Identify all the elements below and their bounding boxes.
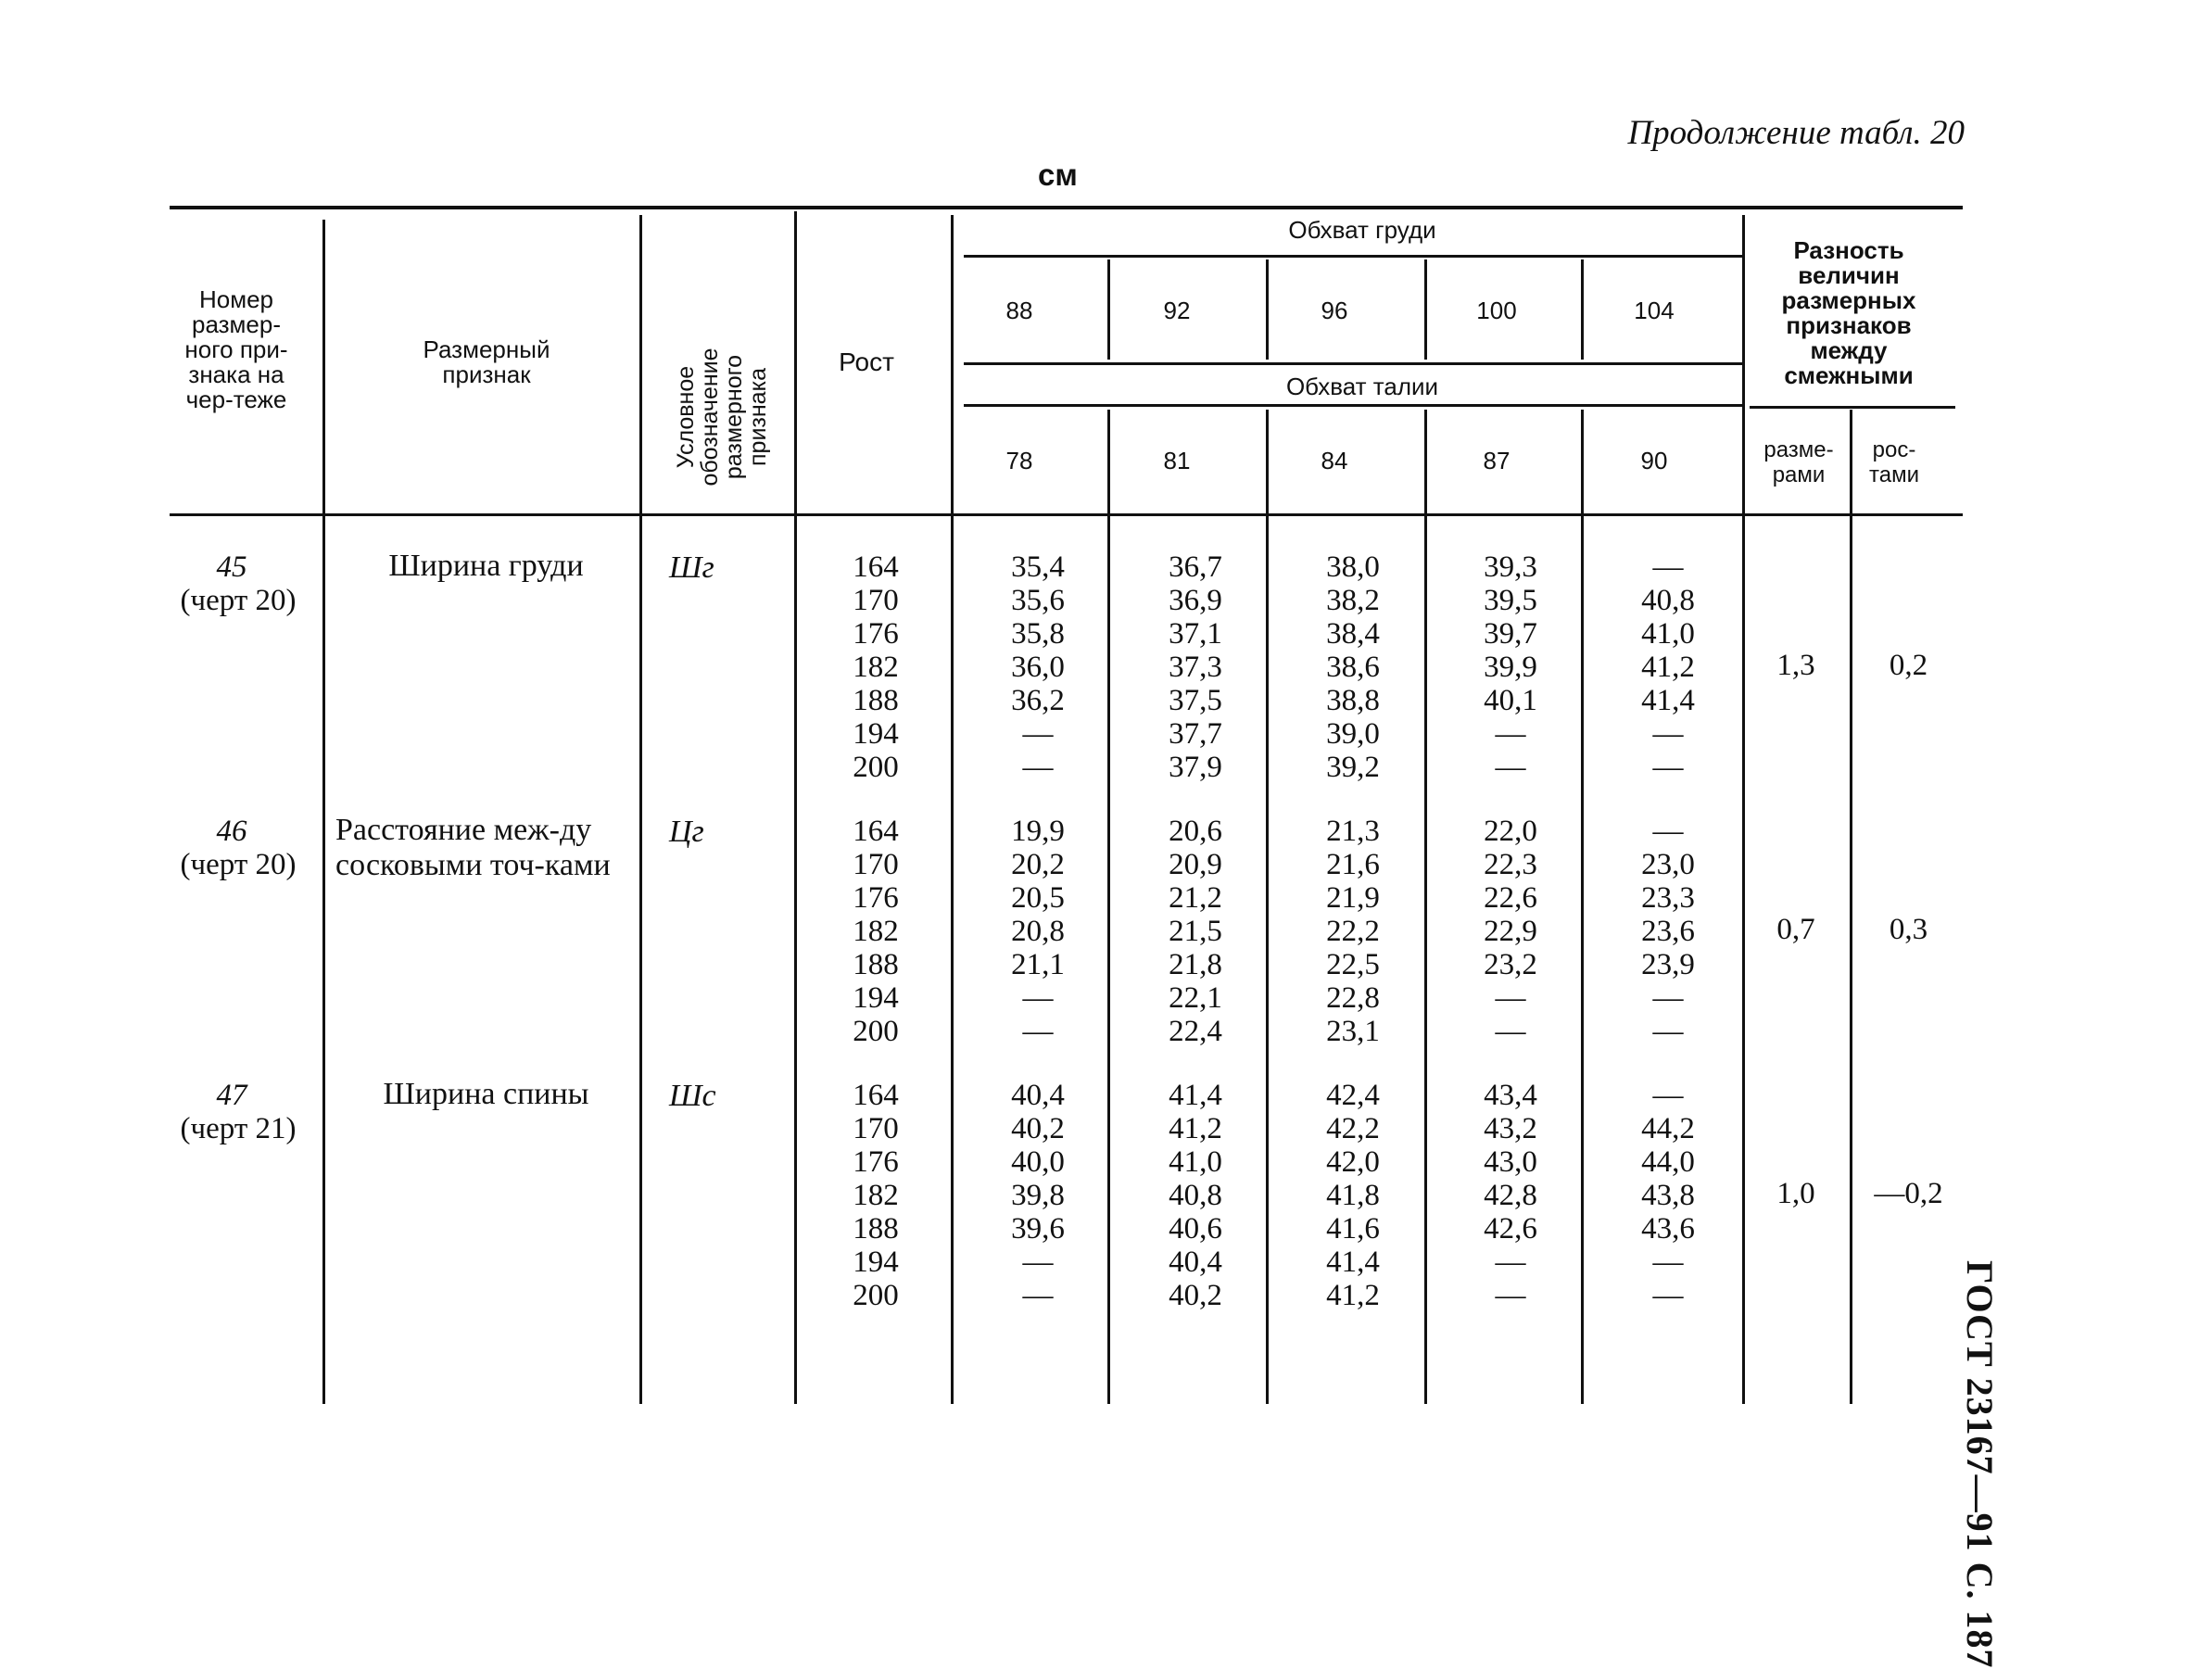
table-cell: 35,4: [1011, 550, 1065, 584]
height-value: 194: [853, 1245, 899, 1279]
height-value: 164: [853, 815, 899, 848]
table-cell: 37,1: [1169, 617, 1222, 651]
table-cell: —: [1652, 550, 1684, 584]
table-cell: 39,8: [1011, 1179, 1065, 1212]
header-attribute: Размерный признак: [423, 335, 550, 388]
table-cell: —: [1495, 1245, 1526, 1279]
table-cell: 41,2: [1326, 1279, 1380, 1312]
height-value: 200: [853, 751, 899, 784]
table-cell: 37,3: [1169, 651, 1222, 684]
table-cell: 43,2: [1484, 1112, 1537, 1145]
header-difference: Разность величин размерных признаков между смежными: [1781, 236, 1916, 389]
row-number: 47: [216, 1079, 247, 1112]
col-rule: [1581, 259, 1584, 360]
waist-84: 84: [1321, 447, 1348, 474]
row-attribute-name: Ширина груди: [388, 549, 584, 583]
col-rule: [1424, 410, 1427, 1404]
table-cell: 21,3: [1326, 815, 1380, 848]
top-rule: [170, 206, 1963, 209]
waist-78: 78: [1005, 447, 1033, 474]
header-waist-girth: Обхват талии: [1285, 373, 1439, 400]
chest-92: 92: [1163, 297, 1191, 324]
table-cell: 43,8: [1641, 1179, 1695, 1212]
table-cell: —: [1495, 751, 1526, 784]
value-column: [987, 1079, 1089, 1312]
table-cell: 38,6: [1326, 651, 1380, 684]
height-column: [834, 815, 917, 1048]
table-cell: —: [1652, 717, 1684, 751]
height-value: 200: [853, 1015, 899, 1048]
table-cell: 21,5: [1169, 915, 1222, 948]
col-rule: [1107, 410, 1110, 1404]
value-column: [1460, 550, 1561, 784]
value-column: [987, 550, 1089, 784]
table-cell: 36,9: [1169, 584, 1222, 617]
table-cell: 43,4: [1484, 1079, 1537, 1112]
height-value: 188: [853, 948, 899, 981]
table-cell: 41,8: [1326, 1179, 1380, 1212]
table-cell: 21,1: [1011, 948, 1065, 981]
height-value: 170: [853, 848, 899, 881]
row-drawing-ref: (черт 20): [180, 584, 297, 617]
value-column: [1302, 1079, 1404, 1312]
diff-by-size: 1,0: [1776, 1177, 1815, 1210]
header-diff-sizes: разме-рами: [1763, 437, 1834, 487]
table-cell: 40,2: [1169, 1279, 1222, 1312]
table-cell: 41,6: [1326, 1212, 1380, 1245]
row-drawing-ref: (черт 20): [180, 848, 297, 881]
table-cell: —: [1495, 1015, 1526, 1048]
table-caption: Продолжение табл. 20: [1627, 114, 1965, 152]
table-cell: —: [1652, 981, 1684, 1015]
table-cell: 23,9: [1641, 948, 1695, 981]
height-value: 200: [853, 1279, 899, 1312]
table-cell: 22,9: [1484, 915, 1537, 948]
height-value: 170: [853, 1112, 899, 1145]
height-value: 164: [853, 1079, 899, 1112]
table-cell: 42,8: [1484, 1179, 1537, 1212]
value-column: [1460, 815, 1561, 1048]
header-height: Рост: [839, 348, 894, 376]
header-bottom-rule: [170, 513, 1963, 516]
table-cell: 39,5: [1484, 584, 1537, 617]
waist-rule-top: [964, 362, 1742, 365]
value-column: [1144, 815, 1246, 1048]
table-cell: —: [1652, 815, 1684, 848]
table-cell: 20,2: [1011, 848, 1065, 881]
table-cell: —: [1495, 717, 1526, 751]
col-rule: [1424, 259, 1427, 360]
table-cell: —: [1022, 717, 1054, 751]
table-cell: 21,6: [1326, 848, 1380, 881]
header-symbol: Условное обозначение размерного признака: [673, 348, 771, 487]
table-cell: 39,7: [1484, 617, 1537, 651]
row-attribute-name: Ширина спины: [383, 1077, 589, 1111]
table-cell: —: [1495, 981, 1526, 1015]
chest-88: 88: [1005, 297, 1033, 324]
table-cell: —: [1022, 1245, 1054, 1279]
row-attribute-name: Расстояние меж-ду сосковыми точ-ками: [335, 813, 611, 882]
col-rule: [794, 211, 797, 1404]
table-cell: 44,2: [1641, 1112, 1695, 1145]
stray-dot: [482, 714, 491, 723]
table-cell: 20,8: [1011, 915, 1065, 948]
height-value: 170: [853, 584, 899, 617]
value-column: [1144, 550, 1246, 784]
col-rule: [1581, 410, 1584, 1404]
table-cell: 40,4: [1169, 1245, 1222, 1279]
col-rule: [1266, 410, 1269, 1404]
value-column: [1302, 550, 1404, 784]
diff-by-height: 0,3: [1889, 913, 1928, 946]
table-cell: 22,5: [1326, 948, 1380, 981]
height-value: 194: [853, 981, 899, 1015]
height-value: 182: [853, 1179, 899, 1212]
table-cell: —: [1495, 1279, 1526, 1312]
value-column: [1302, 815, 1404, 1048]
table-cell: 42,2: [1326, 1112, 1380, 1145]
table-cell: 40,8: [1641, 584, 1695, 617]
header-number: Номер размер-ного при-знака на чер-теже: [184, 285, 288, 413]
table-cell: 41,4: [1169, 1079, 1222, 1112]
table-cell: 42,0: [1326, 1145, 1380, 1179]
table-cell: —: [1652, 751, 1684, 784]
diff-by-height: —0,2: [1874, 1177, 1943, 1210]
diff-by-size: 0,7: [1776, 913, 1815, 946]
table-cell: 40,1: [1484, 684, 1537, 717]
row-drawing-ref: (черт 21): [180, 1112, 297, 1145]
col-rule: [1266, 259, 1269, 360]
table-cell: 36,7: [1169, 550, 1222, 584]
table-cell: 20,5: [1011, 881, 1065, 915]
table-cell: 39,6: [1011, 1212, 1065, 1245]
col-rule: [951, 215, 954, 1404]
table-cell: 23,6: [1641, 915, 1695, 948]
table-cell: 40,2: [1011, 1112, 1065, 1145]
table-cell: 43,0: [1484, 1145, 1537, 1179]
table-cell: 41,0: [1641, 617, 1695, 651]
waist-87: 87: [1483, 447, 1510, 474]
table-cell: 20,9: [1169, 848, 1222, 881]
table-cell: 35,6: [1011, 584, 1065, 617]
table-cell: 40,0: [1011, 1145, 1065, 1179]
height-column: [834, 1079, 917, 1312]
row-symbol: Цг: [669, 815, 704, 849]
table-cell: 43,6: [1641, 1212, 1695, 1245]
table-cell: 23,1: [1326, 1015, 1380, 1048]
table-cell: —: [1022, 751, 1054, 784]
table-cell: 37,9: [1169, 751, 1222, 784]
table-cell: 38,4: [1326, 617, 1380, 651]
table-cell: 44,0: [1641, 1145, 1695, 1179]
header-chest-girth: Обхват груди: [1288, 216, 1436, 244]
table-cell: —: [1652, 1279, 1684, 1312]
table-cell: 38,0: [1326, 550, 1380, 584]
table-cell: 42,4: [1326, 1079, 1380, 1112]
table-cell: 22,6: [1484, 881, 1537, 915]
chest-100: 100: [1476, 297, 1517, 324]
row-symbol: Шс: [669, 1079, 716, 1113]
table-cell: 39,0: [1326, 717, 1380, 751]
table-cell: 42,6: [1484, 1212, 1537, 1245]
table-cell: 41,4: [1641, 684, 1695, 717]
table-cell: 38,2: [1326, 584, 1380, 617]
chest-rule: [964, 255, 1742, 258]
table-cell: 22,8: [1326, 981, 1380, 1015]
unit-label: см: [1038, 158, 1078, 192]
table-cell: 23,2: [1484, 948, 1537, 981]
table-cell: 37,7: [1169, 717, 1222, 751]
table-cell: 22,3: [1484, 848, 1537, 881]
col-rule: [639, 215, 642, 1404]
row-number: 45: [216, 550, 247, 584]
table-cell: 21,9: [1326, 881, 1380, 915]
table-cell: 39,9: [1484, 651, 1537, 684]
table-cell: 40,8: [1169, 1179, 1222, 1212]
table-cell: —: [1652, 1015, 1684, 1048]
table-cell: 40,4: [1011, 1079, 1065, 1112]
height-value: 182: [853, 915, 899, 948]
value-column: [1617, 1079, 1719, 1312]
table-cell: 21,8: [1169, 948, 1222, 981]
table-cell: 41,4: [1326, 1245, 1380, 1279]
chest-104: 104: [1634, 297, 1675, 324]
height-value: 176: [853, 1145, 899, 1179]
diff-by-size: 1,3: [1776, 649, 1815, 682]
difference-rule: [1750, 406, 1955, 409]
table-cell: 22,1: [1169, 981, 1222, 1015]
table-cell: 41,2: [1169, 1112, 1222, 1145]
table-cell: 21,2: [1169, 881, 1222, 915]
standard-page-label: ГОСТ 23167—91 С. 187: [1959, 1260, 2001, 1669]
table-cell: 36,0: [1011, 651, 1065, 684]
table-cell: —: [1652, 1079, 1684, 1112]
table-cell: 37,5: [1169, 684, 1222, 717]
col-rule: [1850, 410, 1852, 1404]
diff-by-height: 0,2: [1889, 649, 1928, 682]
table-cell: 19,9: [1011, 815, 1065, 848]
table-cell: 35,8: [1011, 617, 1065, 651]
height-value: 176: [853, 617, 899, 651]
table-cell: 41,2: [1641, 651, 1695, 684]
table-cell: 41,0: [1169, 1145, 1222, 1179]
table-cell: 23,0: [1641, 848, 1695, 881]
height-value: 164: [853, 550, 899, 584]
table-cell: —: [1022, 981, 1054, 1015]
waist-90: 90: [1640, 447, 1668, 474]
height-value: 176: [853, 881, 899, 915]
table-cell: 20,6: [1169, 815, 1222, 848]
value-column: [1144, 1079, 1246, 1312]
height-value: 182: [853, 651, 899, 684]
height-column: [834, 550, 917, 784]
table-cell: 22,0: [1484, 815, 1537, 848]
height-value: 194: [853, 717, 899, 751]
header-diff-heights: рос-тами: [1869, 437, 1919, 487]
table-cell: 22,4: [1169, 1015, 1222, 1048]
value-column: [1460, 1079, 1561, 1312]
table-cell: 36,2: [1011, 684, 1065, 717]
row-symbol: Шг: [669, 550, 714, 585]
col-rule: [1742, 215, 1745, 1404]
chest-96: 96: [1321, 297, 1348, 324]
table-cell: 39,3: [1484, 550, 1537, 584]
table-cell: 23,3: [1641, 881, 1695, 915]
table-cell: 22,2: [1326, 915, 1380, 948]
table-cell: 38,8: [1326, 684, 1380, 717]
waist-81: 81: [1163, 447, 1191, 474]
height-value: 188: [853, 1212, 899, 1245]
value-column: [1617, 550, 1719, 784]
table-cell: 40,6: [1169, 1212, 1222, 1245]
table-cell: —: [1652, 1245, 1684, 1279]
value-column: [1617, 815, 1719, 1048]
height-value: 188: [853, 684, 899, 717]
table-cell: 39,2: [1326, 751, 1380, 784]
col-rule: [322, 220, 325, 1404]
table-cell: —: [1022, 1279, 1054, 1312]
waist-rule-bottom: [964, 404, 1742, 407]
value-column: [987, 815, 1089, 1048]
row-number: 46: [216, 815, 247, 848]
col-rule: [1107, 259, 1110, 360]
table-cell: —: [1022, 1015, 1054, 1048]
